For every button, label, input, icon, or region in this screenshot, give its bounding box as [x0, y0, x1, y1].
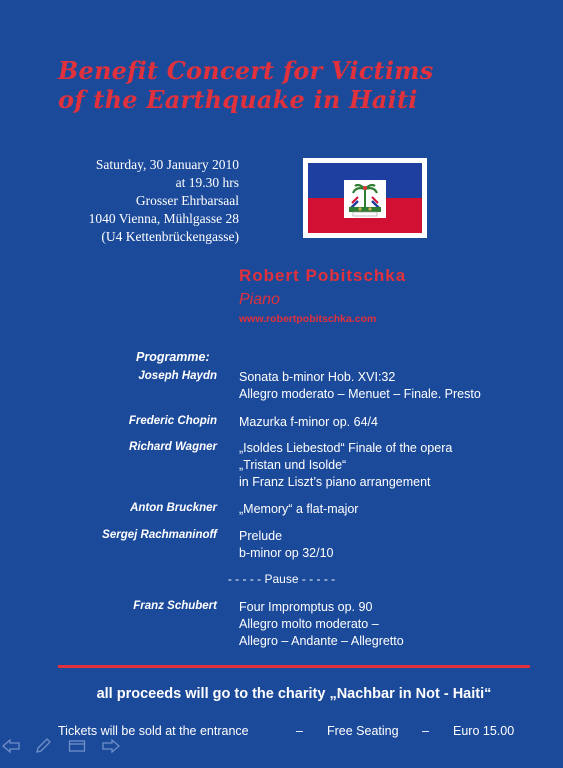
performer-name: Robert Pobitschka: [239, 266, 407, 285]
work-line: „Tristan und Isolde“: [239, 458, 347, 472]
composer-name: Sergej Rachmaninoff: [102, 529, 217, 541]
composer-name: Frederic Chopin: [128, 415, 217, 427]
event-transit: (U4 Kettenbrückengasse): [101, 229, 239, 244]
arrow-right-icon[interactable]: [102, 738, 120, 759]
work-line: Allegro – Andante – Allegretto: [239, 634, 404, 648]
ticket-entrance-text: Tickets will be sold at the entrance: [58, 724, 249, 738]
pause-divider: - - - - - Pause - - - - -: [227, 572, 336, 586]
composer-name: Richard Wagner: [129, 441, 217, 453]
page-title: [58, 56, 518, 114]
slides-menu-icon[interactable]: [68, 738, 86, 759]
title-line-2: of the Earthquake in Haiti: [58, 85, 418, 114]
pen-icon[interactable]: [34, 738, 52, 759]
work-line: „Isoldes Liebestod“ Finale of the opera: [239, 441, 453, 455]
work-line: Four Impromptus op. 90: [239, 600, 373, 614]
work-line: Allegro moderato – Menuet – Finale. Presto: [239, 387, 481, 401]
haiti-flag: [303, 158, 427, 238]
divider-rule: [58, 665, 530, 668]
work-line: Sonata b-minor Hob. XVI:32: [239, 370, 396, 384]
performer-block: [239, 266, 539, 326]
ticket-price: Euro 15.00: [453, 724, 515, 738]
event-date: Saturday, 30 January 2010: [95, 157, 239, 172]
work-line: b-minor op 32/10: [239, 546, 334, 560]
composer-name: Joseph Haydn: [138, 370, 217, 382]
work-line: Allegro molto moderato –: [239, 617, 379, 631]
event-info: [40, 156, 239, 246]
haiti-flag-icon: [308, 163, 422, 233]
charity-note: all proceeds will go to the charity „Nachbar in Not - Haiti“: [96, 686, 492, 702]
programme-heading: Programme:: [136, 350, 210, 364]
event-time: at 19.30 hrs: [175, 175, 239, 190]
title-line-1: Benefit Concert for Victims: [58, 56, 434, 85]
event-address: 1040 Vienna, Mühlgasse 28: [88, 211, 239, 226]
work-line: Prelude: [239, 529, 283, 543]
work-line: Mazurka f-minor op. 64/4: [239, 415, 378, 429]
ticket-separator: –: [422, 724, 429, 738]
slideshow-nav: [0, 738, 130, 758]
composer-name: Franz Schubert: [133, 600, 217, 612]
event-venue: Grosser Ehrbarsaal: [135, 193, 239, 208]
work-line: in Franz Liszt’s piano arrangement: [239, 475, 431, 489]
performer-instrument: Piano: [239, 291, 280, 308]
performer-website-link[interactable]: www.robertpobitschka.com: [239, 313, 377, 325]
composer-name: Anton Bruckner: [130, 502, 217, 514]
ticket-seating-text: Free Seating: [327, 724, 399, 738]
work-line: „Memory“ a flat-major: [239, 502, 359, 516]
ticket-separator: –: [296, 724, 303, 738]
arrow-left-icon[interactable]: [2, 738, 20, 759]
